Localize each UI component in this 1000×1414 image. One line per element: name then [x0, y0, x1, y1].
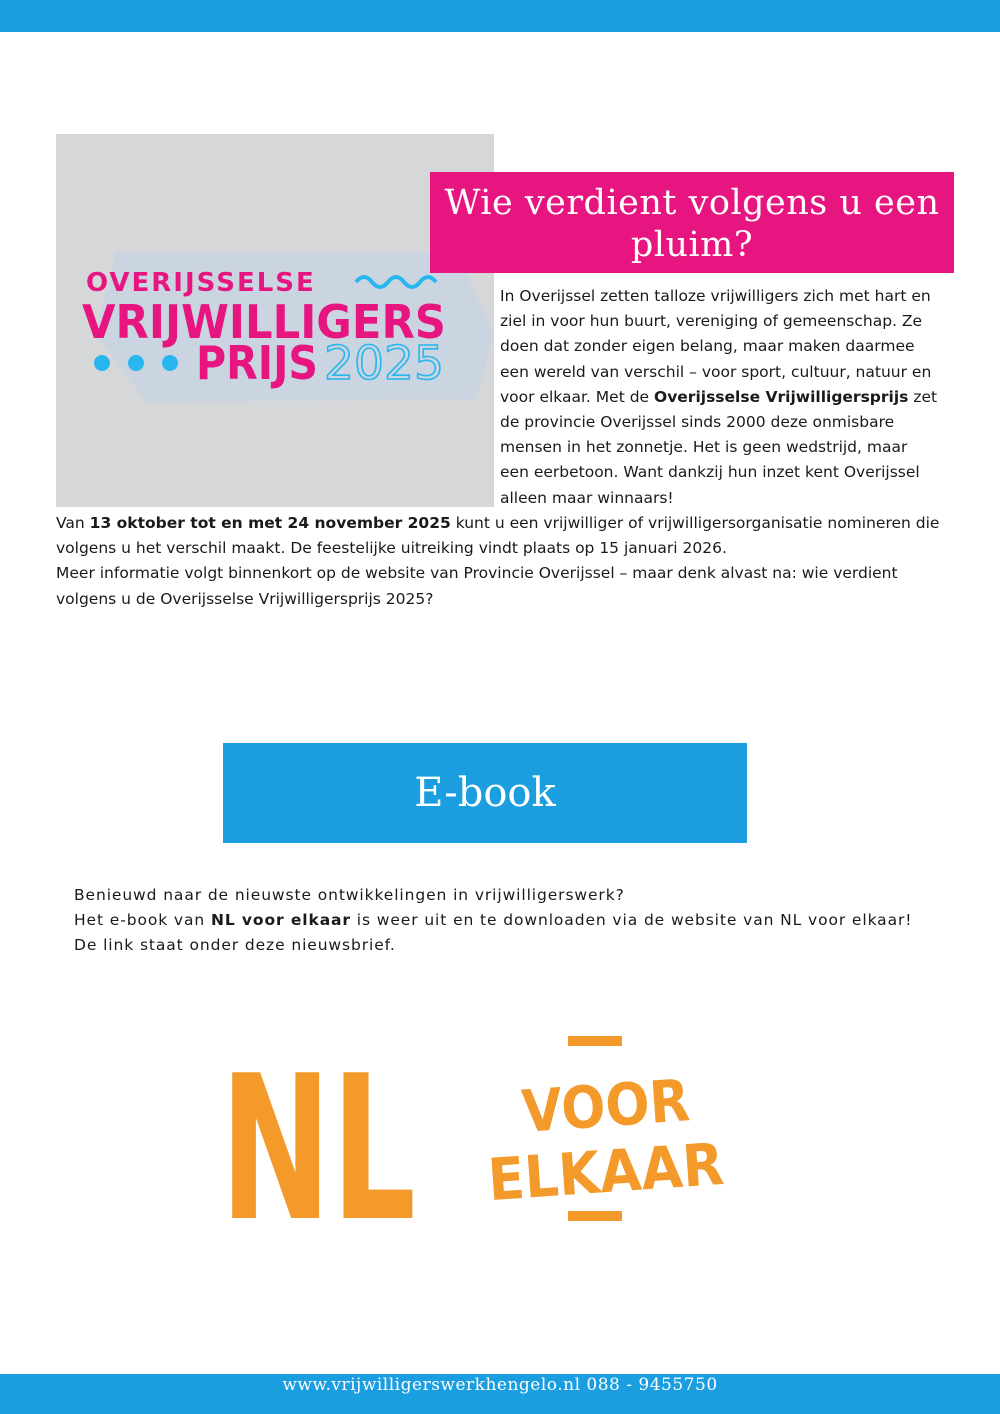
ebook-paragraph [74, 883, 974, 959]
ebook-line2-prefix: Het e-book van [74, 911, 211, 930]
intro-prize-name: Overijsselse Vrijwilligersprijs [654, 387, 909, 406]
ebook-line2 [74, 908, 974, 933]
nl-voor-elkaar-logo [220, 1030, 740, 1230]
logo-year: 2025 [324, 336, 444, 390]
prize-intro-paragraph [500, 284, 940, 511]
ebook-heading: E-book [223, 743, 747, 843]
logo-line1: OVERIJSSELSE [86, 268, 316, 298]
dates-prefix: Van [56, 514, 90, 532]
ebook-org-name: NL voor elkaar [210, 911, 351, 930]
intro-text-part1: In Overijssel zetten talloze vrijwilligers zich met hart en ziel in voor hun buurt, vereniging of gemeenschap. Ze doen dat zonder eigen belang, maar maken daarmee een wereld van verschil – voor sport, cultuur, natuur en voor elkaar. Met de [500, 287, 932, 406]
logo-line3: PRIJS [196, 336, 318, 390]
logo-line2: VRIJWILLIGERS [82, 295, 446, 349]
logo-nl: NL [220, 1033, 416, 1230]
ebook-line2-suffix: is weer uit en te downloaden via de website van NL voor elkaar! [350, 911, 913, 930]
vrijwilligersprijs-logo-image [56, 134, 494, 507]
dates-suffix: kunt u een vrijwilliger of vrijwilligersorganisatie nomineren die volgens u het verschil maakt. De feestelijke uitreiking vindt plaats op 15 januari 2026. [56, 514, 940, 558]
ebook-line3: De link staat onder deze nieuwsbrief. [74, 936, 396, 955]
prize-heading: Wie verdient volgens u een pluim? [430, 172, 954, 273]
footer-contact[interactable]: www.vrijwilligerswerkhengelo.nl 088 - 9455750 [282, 1375, 718, 1395]
nomination-period: 13 oktober tot en met 24 november 2025 [89, 514, 451, 532]
more-info-paragraph: Meer informatie volgt binnenkort op de website van Provincie Overijssel – maar denk alvast na: wie verdient volgens u de Overijsselse Vrijwilligersprijs 2025? [56, 564, 898, 608]
nomination-dates-paragraph [56, 511, 956, 561]
prize-dates-block [56, 511, 956, 612]
logo-voor: VOOR [519, 1064, 711, 1146]
intro-text-part2: zet de provincie Overijssel sinds 2000 deze onmisbare mensen in het zonnetje. Het is geen wedstrijd, maar een eerbetoon. Want dankzij hun inzet kent Overijssel alleen maar winnaars! [500, 387, 938, 507]
logo-elkaar: ELKAAR [485, 1128, 740, 1215]
top-color-bar [0, 0, 1000, 32]
ebook-line1: Benieuwd naar de nieuwste ontwikkelingen in vrijwilligerswerk? [74, 886, 625, 904]
